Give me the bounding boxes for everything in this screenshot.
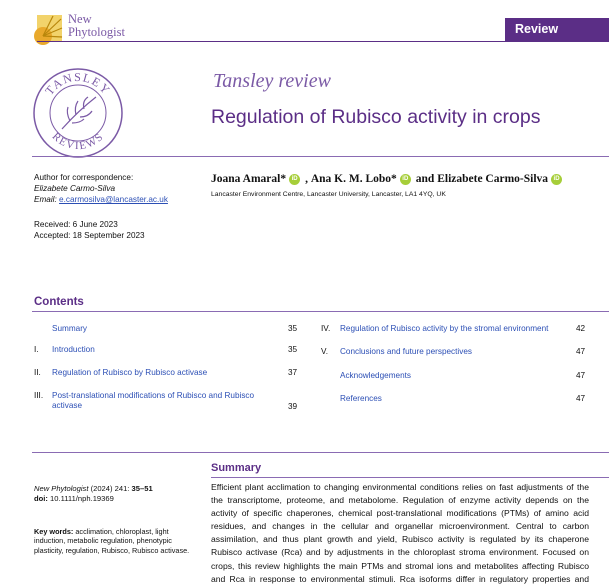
toc-page: 35 bbox=[288, 324, 298, 333]
toc-link[interactable]: Acknowledgements bbox=[340, 371, 411, 380]
seal-bottom-text: REVIEWS bbox=[49, 130, 107, 153]
toc-link[interactable]: Summary bbox=[52, 324, 88, 333]
author-separator: , bbox=[305, 173, 311, 185]
orcid-icon[interactable]: iD bbox=[400, 174, 411, 185]
toc-number: IV. bbox=[321, 324, 331, 333]
author-2: Ana K. M. Lobo* bbox=[310, 173, 397, 185]
journal-name: New Phytologist bbox=[68, 12, 125, 39]
svg-text:TANSLEY bbox=[42, 70, 113, 98]
summary-line: and Rca in response to environmental stimuli. Rca isoforms differ in regulatory properties and bbox=[211, 573, 589, 584]
svg-text:REVIEWS bbox=[50, 130, 107, 152]
author-connector: and bbox=[415, 173, 435, 185]
article-title: Regulation of Rubisco activity in crops bbox=[211, 106, 541, 128]
toc-number: III. bbox=[34, 391, 44, 400]
doi-label: doi: bbox=[34, 494, 48, 503]
summary-line: Efficient plant acclimation to changing environmental conditions relies on fast adjustments of the bbox=[211, 482, 589, 492]
correspondence-name: Elizabete Carmo-Silva bbox=[34, 184, 115, 193]
keywords-text: acclimation, chloroplast, light induction, metabolic regulation, phenotypic plasticity, regulation, Rubisco, Rubisco activase. bbox=[34, 527, 190, 555]
toc-page: 39 bbox=[288, 402, 298, 411]
toc-number: II. bbox=[34, 368, 41, 377]
year-volume: (2024) 241: bbox=[90, 484, 130, 493]
article-kicker: Tansley review bbox=[213, 70, 331, 92]
journal-logo bbox=[37, 15, 62, 42]
orcid-icon[interactable]: iD bbox=[551, 174, 562, 185]
summary-line: residues, and changes in the cellular and organellar microenvironment. Central to carbon bbox=[211, 521, 589, 532]
toc-number: V. bbox=[321, 347, 328, 356]
journal-title: New Phytologist bbox=[34, 484, 89, 493]
toc-item-ptms[interactable] bbox=[34, 391, 300, 413]
affiliation: Lancaster Environment Centre, Lancaster University, Lancaster, LA1 4YQ, UK bbox=[211, 191, 446, 198]
summary-text bbox=[211, 481, 589, 586]
toc-page: 35 bbox=[288, 345, 298, 354]
toc-page: 42 bbox=[576, 324, 586, 333]
article-type-tag: Review bbox=[505, 18, 609, 41]
correspondence-label: Author for correspondence: bbox=[34, 173, 134, 182]
author-1: Joana Amaral* bbox=[211, 173, 287, 185]
leaf-icon bbox=[62, 97, 96, 129]
toc-link[interactable]: Regulation of Rubisco by Rubisco activase bbox=[52, 368, 208, 377]
seal-top-text: TANSLEY bbox=[42, 69, 114, 98]
summary-line: crops, this review highlights the main PTMs and stromal ions and metabolites affecting Rubisco bbox=[211, 560, 589, 571]
toc-page: 47 bbox=[576, 347, 586, 356]
summary-line: Rubisco activase (Rca) and by adjustments in the chloroplast stroma environment. Focused on bbox=[211, 547, 589, 558]
toc-link[interactable]: Conclusions and future perspectives bbox=[340, 347, 472, 356]
correspondence-email bbox=[34, 194, 168, 205]
toc-link[interactable]: References bbox=[340, 394, 382, 403]
author-list bbox=[211, 173, 567, 185]
toc-page: 37 bbox=[288, 368, 298, 377]
summary-heading: Summary bbox=[211, 462, 262, 474]
toc-link[interactable]: Regulation of Rubisco activity by the stromal environment bbox=[340, 324, 549, 333]
citation bbox=[34, 484, 153, 504]
author-3: Elizabete Carmo-Silva bbox=[437, 173, 549, 185]
email-link[interactable]: e.carmosilva@lancaster.ac.uk bbox=[59, 195, 168, 204]
received-date: Received: 6 June 2023 bbox=[34, 220, 118, 229]
accepted-date: Accepted: 18 September 2023 bbox=[34, 231, 145, 240]
toc-link[interactable]: Introduction bbox=[52, 345, 95, 354]
keywords-label: Key words: bbox=[34, 527, 74, 536]
summary-line: activity of specific chaperones, chemical post-translational modifications (PTMs) of amino acid bbox=[211, 508, 589, 519]
orcid-icon[interactable]: iD bbox=[289, 174, 300, 185]
doi[interactable]: 10.1111/nph.19369 bbox=[50, 494, 114, 503]
summary-line: the transcriptome, proteome, and metabolome. Regulation of enzyme activity depends on the bbox=[211, 495, 589, 506]
toc-link-continued[interactable]: activase bbox=[52, 401, 83, 410]
toc-link[interactable]: Post-translational modifications of Rubisco and Rubisco bbox=[52, 391, 255, 400]
header-divider bbox=[37, 41, 609, 42]
contents-bottom-divider bbox=[32, 452, 609, 453]
page-range: 35–51 bbox=[131, 484, 153, 493]
summary-divider bbox=[211, 477, 609, 478]
toc-number: I. bbox=[34, 345, 39, 354]
contents-heading: Contents bbox=[34, 296, 84, 308]
tansley-reviews-seal bbox=[32, 67, 124, 159]
keywords bbox=[34, 527, 194, 555]
toc-page: 47 bbox=[576, 371, 586, 380]
contents-divider bbox=[32, 311, 609, 312]
toc-page: 47 bbox=[576, 394, 586, 403]
summary-line: assimilation, and thus plant growth and yield, Rubisco activity is regulated by its chaperone bbox=[211, 534, 589, 545]
email-label: Email: bbox=[34, 195, 57, 204]
title-divider bbox=[32, 156, 609, 157]
